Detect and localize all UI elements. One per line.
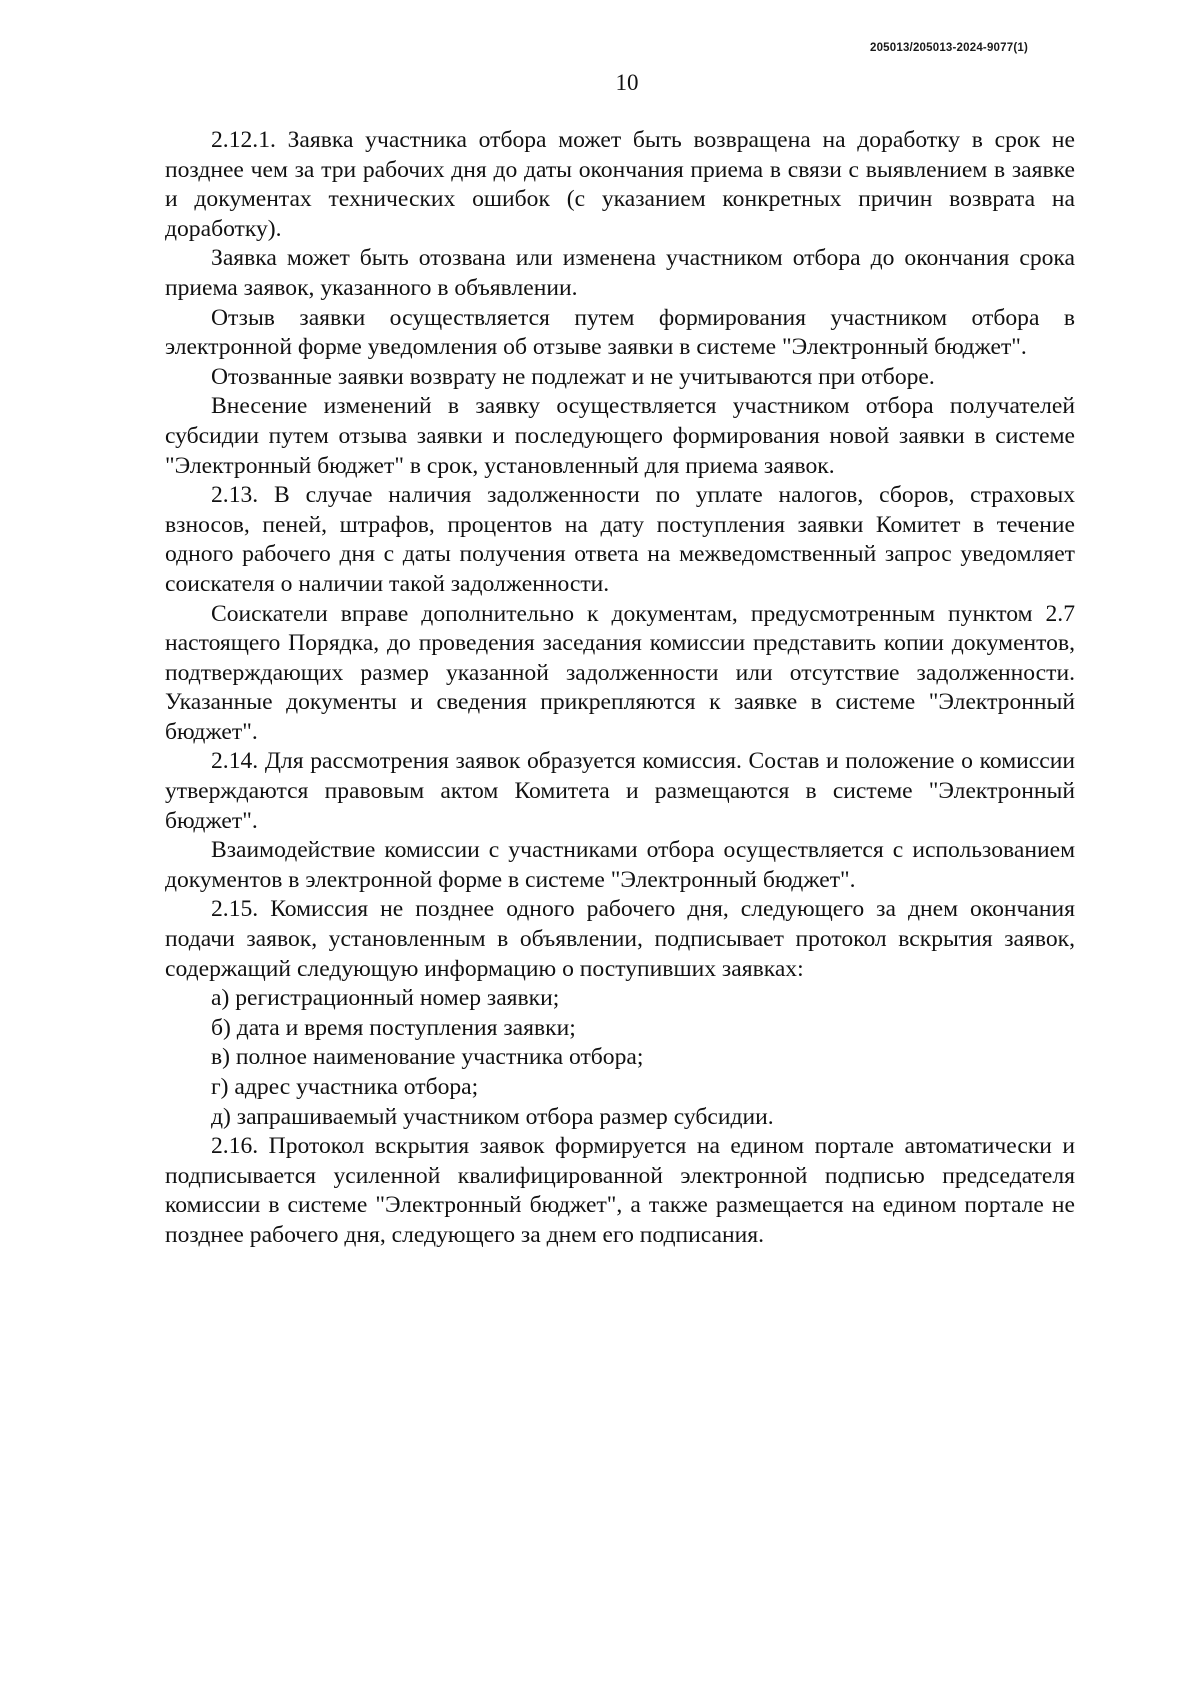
list-item-a: а) регистрационный номер заявки; — [211, 985, 560, 1012]
list-item-d: д) запрашиваемый участником отбора размер субсидии. — [211, 1103, 774, 1130]
paragraph-recalled-not-returned: Отозванные заявки возврату не подлежат и не учитываются при отборе. — [211, 363, 935, 390]
paragraph-recall-change: Заявка может быть отозвана или изменена участником отбора до окончания срока приема заявок, указанного в объявлении. — [165, 245, 1075, 301]
list-item-g: г) адрес участника отбора; — [211, 1074, 479, 1100]
page-number: 10 — [615, 70, 639, 95]
paragraph-recall-procedure: Отзыв заявки осуществляется путем формирования участником отбора в электронной форме уведомления об отзыве заявки в системе "Электронный бюджет". — [165, 304, 1075, 361]
paragraph-changes: Внесение изменений в заявку осуществляется участником отбора получателей субсидии путем отзыва заявки и последующего формирования новой заявки в системе "Электронный бюджет" в срок, установленный для приема заявок. — [165, 393, 1075, 479]
paragraph-2-12-1: 2.12.1. Заявка участника отбора может быть возвращена на доработку в срок не позднее чем за три рабочих дня до даты окончания приема в связи с выявлением в заявке и документах технических ошибок (с указанием конкретных причин возврата на доработку). — [165, 127, 1075, 242]
document-id: 205013/205013-2024-9077(1) — [869, 42, 1028, 54]
list-item-v: в) полное наименование участника отбора; — [211, 1044, 644, 1071]
paragraph-2-16: 2.16. Протокол вскрытия заявок формируется на едином портале автоматически и подписывается усиленной квалифицированной электронной подписью председателя комиссии в системе "Электронный бюджет", а также размещается на едином портале не позднее рабочего дня, следующего за днем его подписания. — [165, 1133, 1075, 1248]
paragraph-2-14: 2.14. Для рассмотрения заявок образуется комиссия. Состав и положение о комиссии утверждаются правовым актом Комитета и размещаются в системе "Электронный бюджет". — [165, 748, 1075, 834]
paragraph-applicants-right: Соискатели вправе дополнительно к документам, предусмотренным пунктом 2.7 настоящего Порядка, до проведения заседания комиссии представить копии документов, подтверждающих размер указанной задолженности или отсутствие задолженности. Указанные документы и сведения прикрепляются к заявке в системе "Электронный бюджет". — [165, 600, 1075, 745]
document-body — [165, 126, 1075, 1251]
paragraph-2-13: 2.13. В случае наличия задолженности по уплате налогов, сборов, страховых взносов, пеней, штрафов, процентов на дату поступления заявки Комитет в течение одного рабочего дня с даты получения ответа на межведомственный запрос уведомляет соискателя о наличии такой задолженности. — [165, 482, 1075, 597]
paragraph-interaction: Взаимодействие комиссии с участниками отбора осуществляется с использованием документов в электронной форме в системе "Электронный бюджет". — [165, 837, 1075, 893]
list-item-b: б) дата и время поступления заявки; — [211, 1014, 576, 1041]
paragraph-2-15: 2.15. Комиссия не позднее одного рабочего дня, следующего за днем окончания подачи заявок, установленным в объявлении, подписывает протокол вскрытия заявок, содержащий следующую информацию о поступивших заявках: — [165, 896, 1075, 982]
